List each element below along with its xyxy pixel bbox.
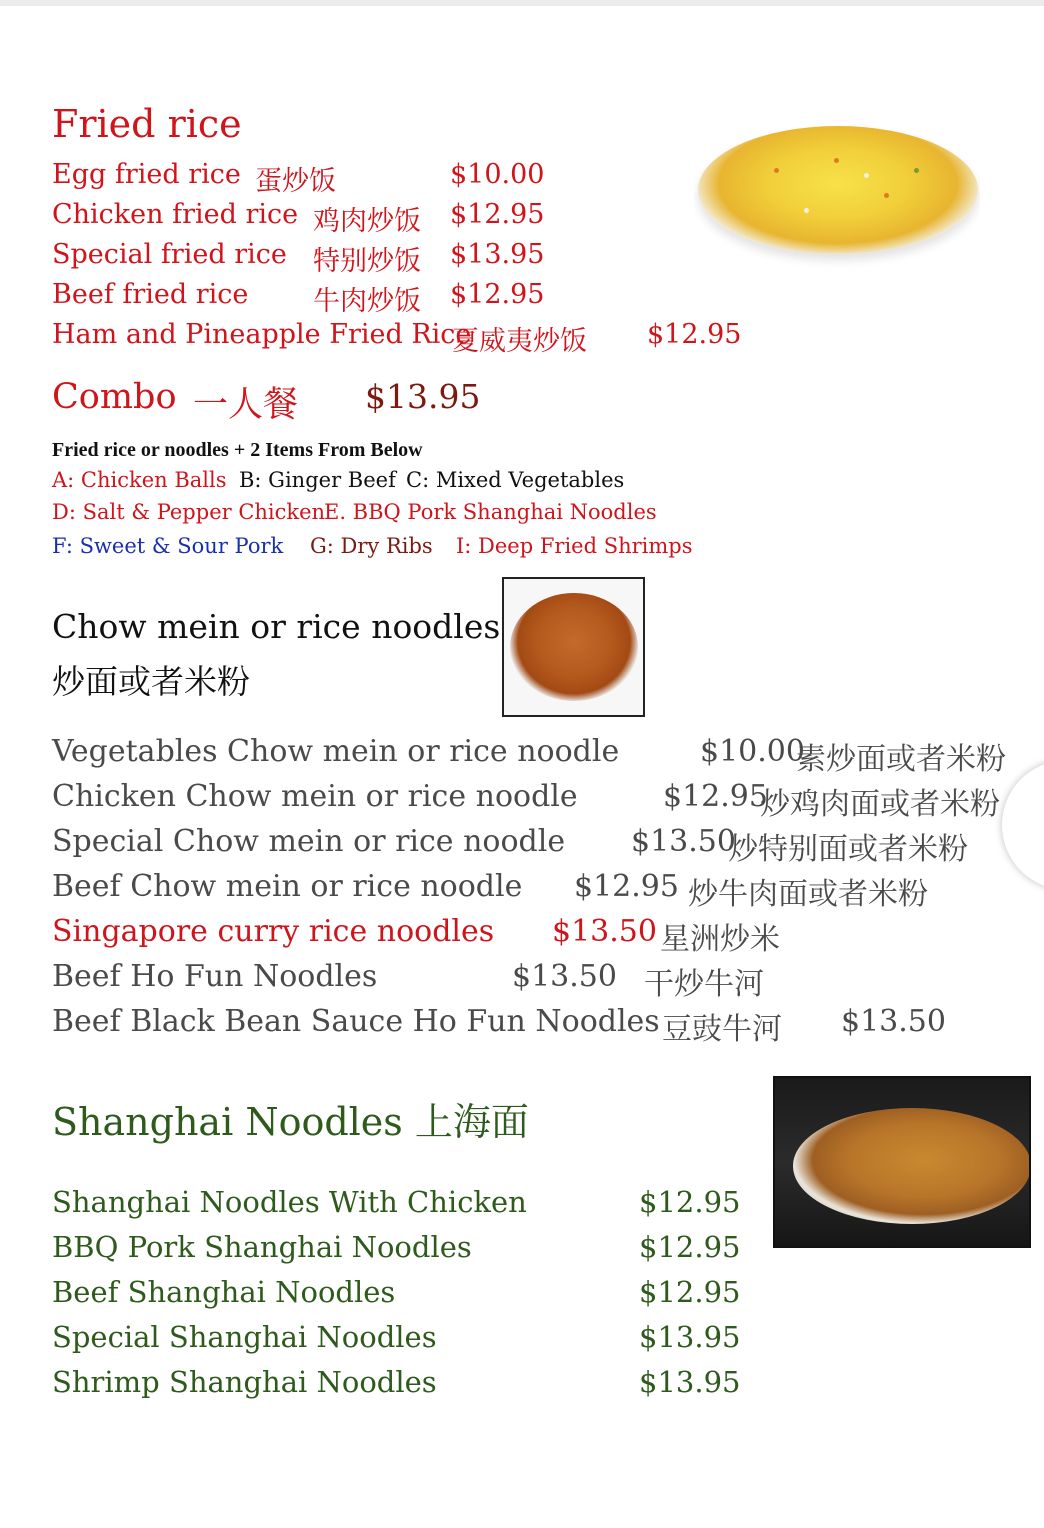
menu-item-chinese: 炒鸡肉面或者米粉 (760, 787, 1000, 822)
combo-option: A: Chicken Balls (52, 468, 227, 492)
menu-item-price: $13.50 (552, 914, 657, 949)
menu-item-name: Special Shanghai Noodles (52, 1320, 437, 1354)
menu-item-price: $12.95 (639, 1275, 741, 1309)
menu-item-name: BBQ Pork Shanghai Noodles (52, 1230, 472, 1264)
combo-option: I: Deep Fried Shrimps (456, 534, 693, 558)
menu-item-price: $13.50 (512, 959, 617, 994)
menu-item-chinese: 干炒牛河 (644, 967, 764, 1002)
combo-option: G: Dry Ribs (310, 534, 433, 558)
menu-item-price: $12.95 (639, 1230, 741, 1264)
top-status-bar (0, 0, 1044, 6)
menu-item-name: Shrimp Shanghai Noodles (52, 1365, 437, 1399)
fried-rice-plate (694, 98, 980, 294)
menu-item-price: $12.95 (639, 1185, 741, 1219)
combo-option: B: Ginger Beef (239, 468, 396, 492)
menu-item-price: $13.95 (639, 1365, 741, 1399)
menu-item-price: $13.95 (639, 1320, 741, 1354)
chow-mein-title: Chow mein or rice noodles (52, 607, 501, 646)
menu-item-chinese: 特别炒饭 (313, 246, 421, 277)
menu-item-name: Chicken fried rice (52, 199, 299, 230)
menu-item-price: $12.95 (647, 319, 742, 350)
menu-item-name: Special Chow mein or rice noodle (52, 824, 566, 859)
combo-option: F: Sweet & Sour Pork (52, 534, 284, 558)
menu-item-price: $12.95 (574, 869, 679, 904)
menu-item-name: Beef fried rice (52, 279, 249, 310)
menu-item-name: Chicken Chow mein or rice noodle (52, 779, 578, 814)
menu-item-name: Beef Black Bean Sauce Ho Fun Noodles (52, 1004, 660, 1039)
chow-mein-title-chinese: 炒面或者米粉 (52, 662, 250, 701)
menu-item-name: Beef Chow mein or rice noodle (52, 869, 523, 904)
menu-item-chinese: 素炒面或者米粉 (796, 742, 1006, 777)
menu-item-price: $13.50 (841, 1004, 946, 1039)
menu-item-chinese: 炒牛肉面或者米粉 (688, 877, 928, 912)
shanghai-title: Shanghai Noodles 上海面 (52, 1100, 529, 1144)
menu-item-chinese: 夏威夷炒饭 (452, 326, 587, 357)
shanghai-noodles-plate (773, 1076, 1031, 1248)
combo-option: D: Salt & Pepper Chicken (52, 500, 326, 524)
menu-item-price: $12.95 (663, 779, 768, 814)
menu-item-price: $10.00 (450, 159, 545, 190)
menu-item-name: Shanghai Noodles With Chicken (52, 1185, 527, 1219)
menu-item-name: Beef Ho Fun Noodles (52, 959, 378, 994)
menu-item-name: Vegetables Chow mein or rice noodle (52, 734, 620, 769)
chow-mein-plate (502, 577, 645, 717)
fried-rice-title: Fried rice (52, 102, 242, 146)
menu-item-chinese: 炒特别面或者米粉 (728, 832, 968, 867)
combo-price: $13.95 (365, 377, 481, 416)
menu-item-chinese: 星洲炒米 (660, 922, 780, 957)
menu-item-chinese: 豆豉牛河 (662, 1012, 782, 1047)
menu-item-price: $13.95 (450, 239, 545, 270)
menu-item-name: Ham and Pineapple Fried Rice (52, 319, 472, 350)
menu-item-price: $12.95 (450, 199, 545, 230)
combo-subtitle: Fried rice or noodles + 2 Items From Below (52, 439, 423, 461)
menu-item-chinese: 鸡肉炒饭 (313, 206, 421, 237)
menu-item-price: $10.00 (700, 734, 805, 769)
menu-item-price: $12.95 (450, 279, 545, 310)
combo-title: Combo (52, 377, 177, 417)
menu-item-name: Special fried rice (52, 239, 287, 270)
menu-item-name: Beef Shanghai Noodles (52, 1275, 396, 1309)
menu-item-name: Egg fried rice (52, 159, 241, 190)
combo-option: C: Mixed Vegetables (406, 468, 625, 492)
menu-item-name: Singapore curry rice noodles (52, 914, 495, 949)
menu-item-price: $13.50 (631, 824, 736, 859)
combo-chinese: 一人餐 (193, 385, 299, 425)
menu-item-chinese: 蛋炒饭 (255, 166, 336, 197)
combo-option: E. BBQ Pork Shanghai Noodles (324, 500, 657, 524)
menu-item-chinese: 牛肉炒饭 (313, 286, 421, 317)
